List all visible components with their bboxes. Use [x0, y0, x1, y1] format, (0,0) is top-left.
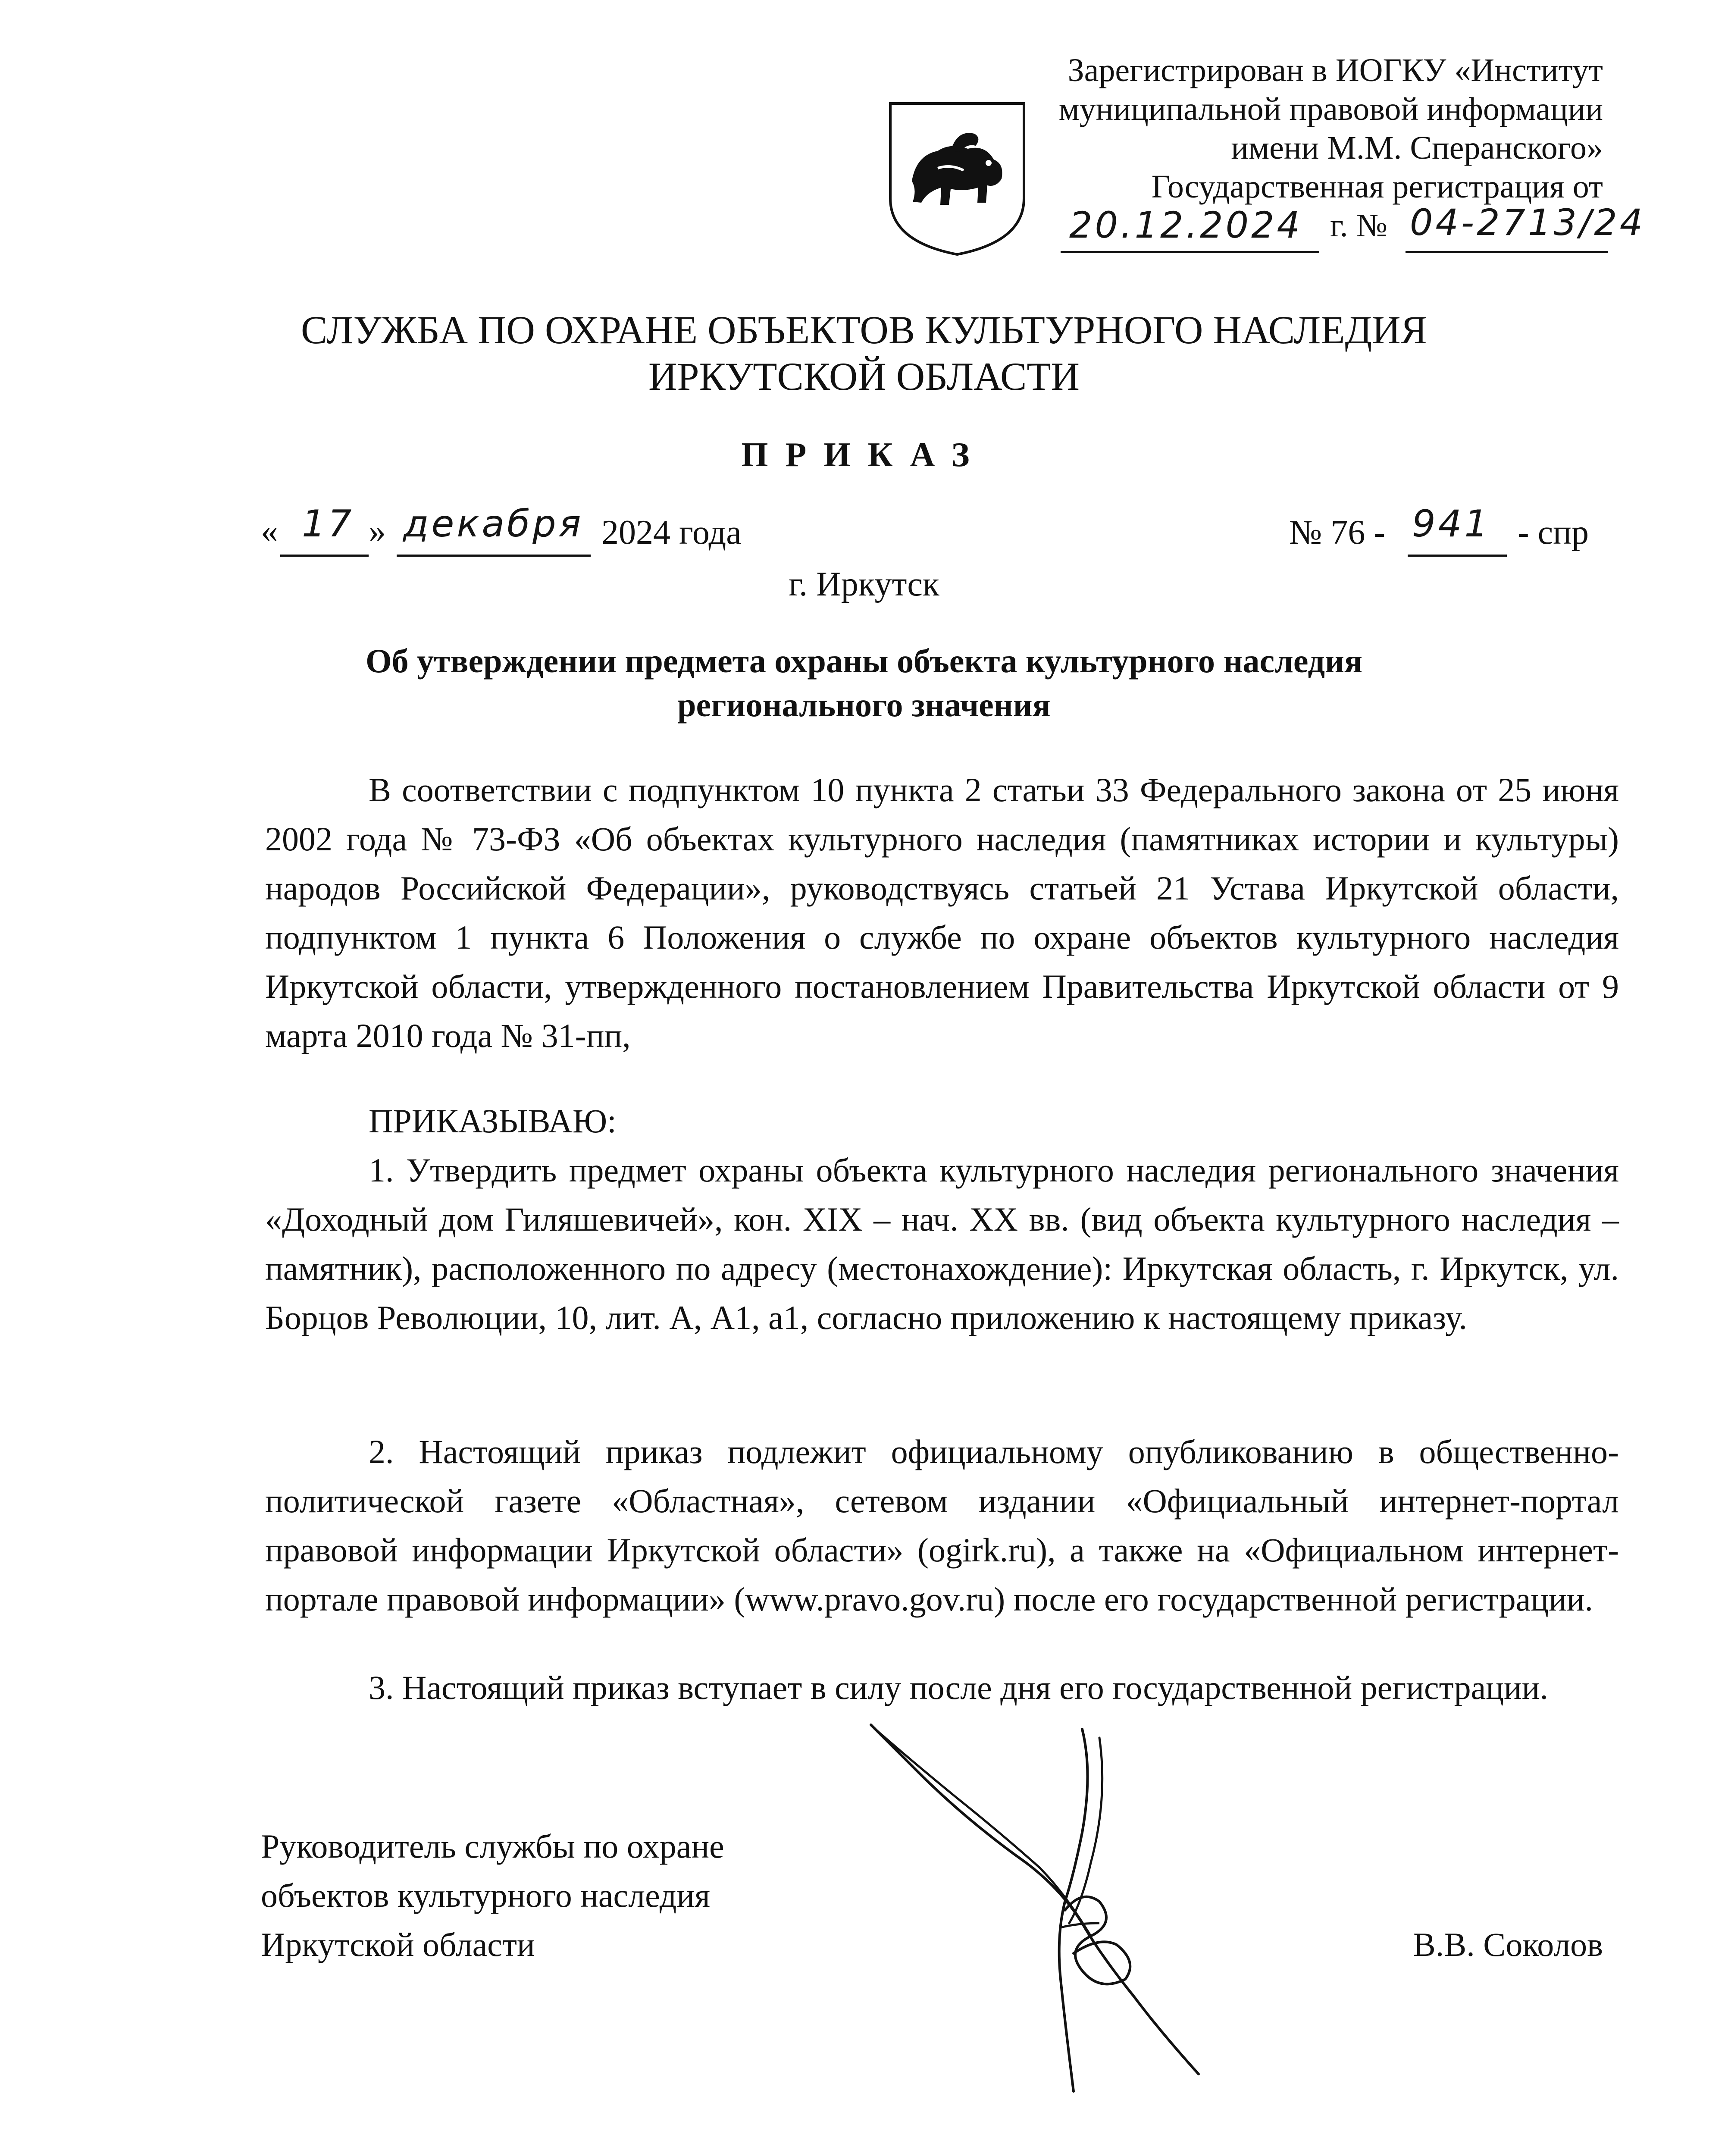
- item-2-paragraph: [265, 1427, 1619, 1624]
- order-word-paragraph: [265, 1097, 1619, 1146]
- signatory-position-line-3: Иркутской области: [261, 1926, 535, 1963]
- item-3-paragraph: [265, 1663, 1619, 1712]
- order-month-handwritten: декабря: [403, 502, 584, 545]
- preamble-text: В соответствии с подпунктом 10 пункта 2 статьи 33 Федерального закона от 25 июня 2002 года № 73-ФЗ «Об объектах культурного наследия (памятниках истории и культуры) народов Российской Федерации», руководствуясь статьей 21 Устава Иркутской области, подпунктом 1 пункта 6 Положения о службе по охране объектов культурного наследия Иркутской области, утвержденного постановлением Правительства Иркутской области от 9 марта 2010 года № 31-пп,: [265, 771, 1619, 1054]
- order-number-prefix: № 76 -: [1289, 514, 1385, 552]
- item-2-text: 2. Настоящий приказ подлежит официальному опубликованию в общественно-политической газете «Областная», сетевом издании «Официальный интернет-портал правовой информации Иркутской области» (ogirk.ru), а также на «Официальном интернет-портале правовой информации» (www.pravo.gov.ru) после его государственной регистрации.: [265, 1433, 1619, 1618]
- registration-number-handwritten: 04-2713/24: [1410, 201, 1646, 244]
- registration-date-underline: [1061, 251, 1319, 253]
- handwritten-signature: [858, 1720, 1268, 2109]
- org-name-line-1: СЛУЖБА ПО ОХРАНЕ ОБЪЕКТОВ КУЛЬТУРНОГО НАСЛЕДИЯ: [301, 308, 1427, 352]
- irkutsk-coat-of-arms-icon: [886, 99, 1028, 259]
- order-year: 2024 года: [601, 514, 742, 552]
- document-title-line-1: Об утверждении предмета охраны объекта культурного наследия: [365, 642, 1363, 680]
- item-1-text: 1. Утвердить предмет охраны объекта культурного наследия регионального значения «Доходный дом Гиляшевичей», кон. XIX – нач. XX вв. (вид объекта культурного наследия – памятник), расположенного по адресу (местонахождение): Иркутская область, г. Иркутск, ул. Борцов Революции, 10, лит. А, А1, а1, согласно приложению к настоящему приказу.: [265, 1151, 1619, 1336]
- document-type: ПРИКАЗ: [741, 436, 987, 474]
- registration-line-3: имени М.М. Сперанского»: [1231, 130, 1603, 166]
- signatory-name: В.В. Соколов: [1413, 1926, 1603, 1963]
- date-quote-open: «: [261, 512, 278, 550]
- order-month-underline: [397, 555, 591, 557]
- document-title-line-2: регионального значения: [677, 686, 1051, 724]
- item-1-paragraph: [265, 1146, 1619, 1342]
- registration-number-underline: [1406, 251, 1608, 253]
- order-word: ПРИКАЗЫВАЮ:: [369, 1102, 617, 1140]
- item-3-text: 3. Настоящий приказ вступает в силу после дня его государственной регистрации.: [369, 1669, 1549, 1706]
- order-day-underline: [280, 555, 369, 557]
- registration-line-4: Государственная регистрация от: [1151, 169, 1603, 205]
- order-number-suffix: - спр: [1518, 514, 1589, 552]
- signatory-position-line-2: объектов культурного наследия: [261, 1877, 710, 1914]
- registration-date-handwritten: 20.12.2024: [1069, 204, 1302, 246]
- org-name-line-2: ИРКУТСКОЙ ОБЛАСТИ: [648, 354, 1080, 398]
- preamble-paragraph: [265, 765, 1619, 1060]
- registration-line-1: Зарегистрирован в ИОГКУ «Институт: [1067, 52, 1603, 88]
- signatory-position: [261, 1822, 724, 1969]
- signatory-position-line-1: Руководитель службы по охране: [261, 1827, 724, 1865]
- date-quote-close: »: [369, 512, 386, 550]
- city: г. Иркутск: [789, 565, 939, 603]
- order-day-handwritten: 17: [302, 502, 354, 545]
- registration-number-prefix: г. №: [1330, 207, 1388, 244]
- order-number-underline: [1408, 555, 1507, 557]
- registration-line-2: муниципальной правовой информации: [1058, 91, 1603, 127]
- order-number-handwritten: 941: [1412, 502, 1491, 545]
